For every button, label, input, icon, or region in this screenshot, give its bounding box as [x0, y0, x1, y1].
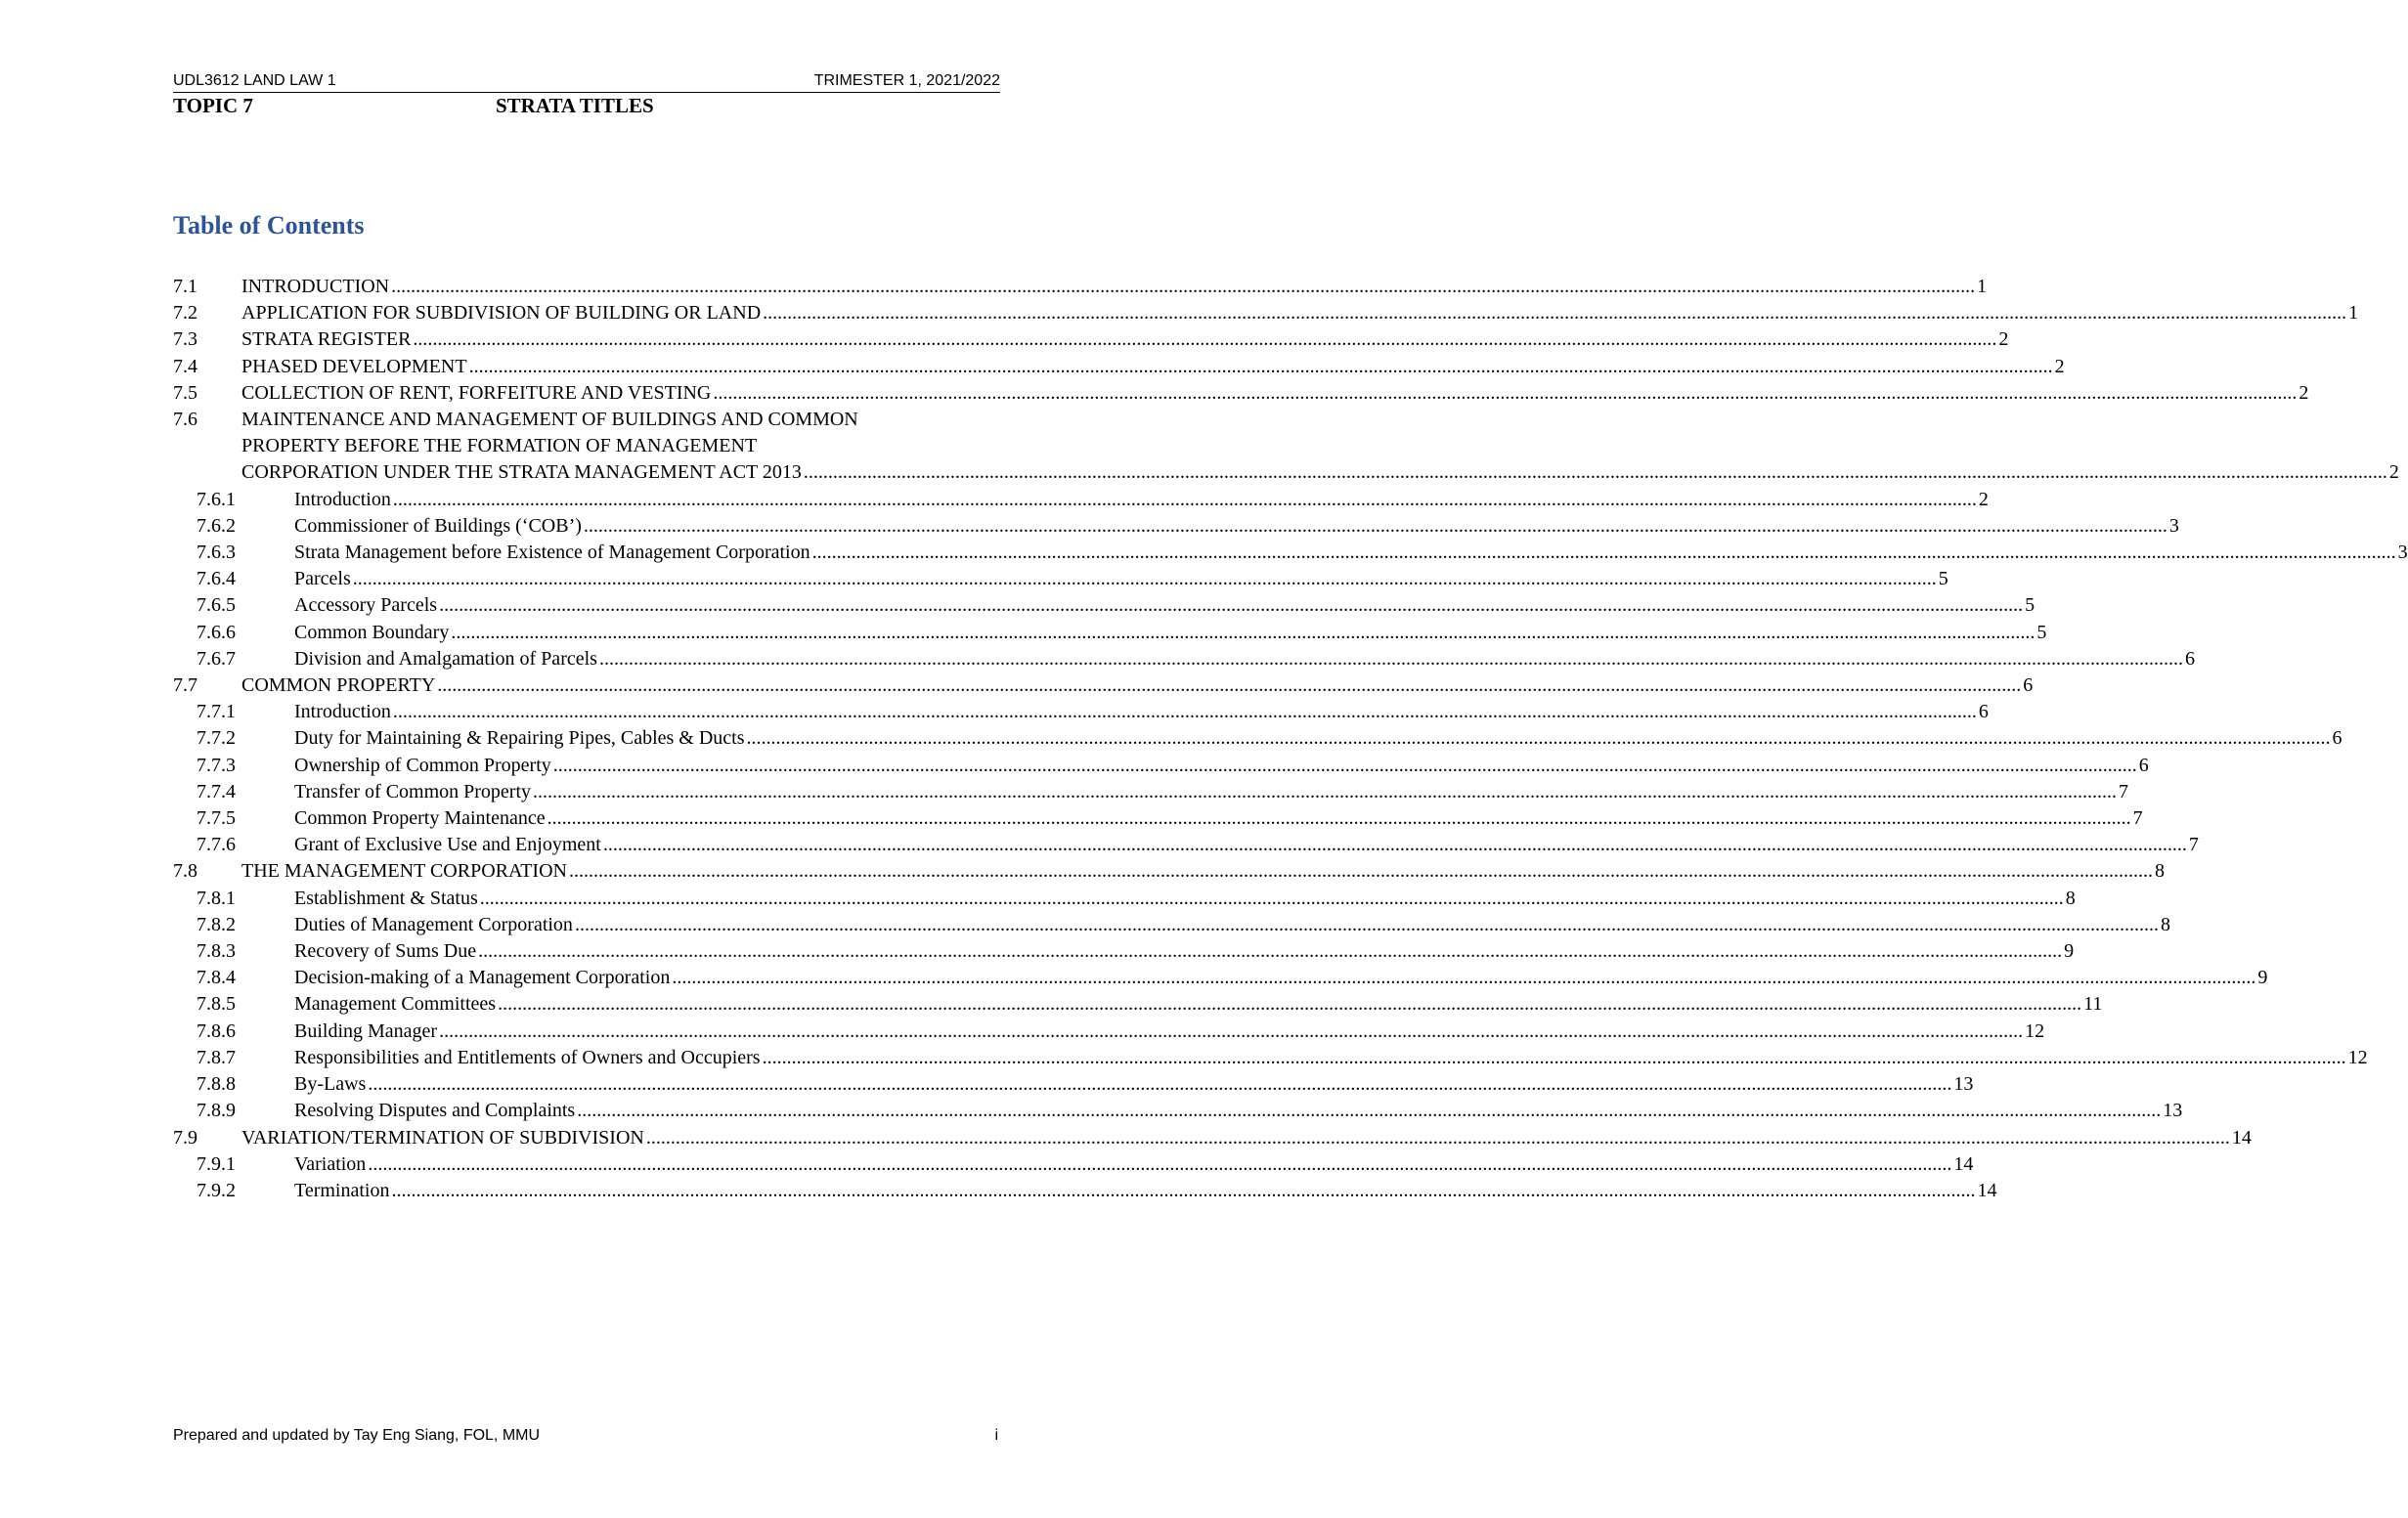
- author-credit: Prepared and updated by Tay Eng Siang, FOL, MMU: [173, 1427, 541, 1444]
- toc-entry[interactable]: [173, 832, 2199, 858]
- toc-entry-title: Grant of Exclusive Use and Enjoyment: [294, 834, 601, 856]
- dot-leader: [804, 459, 2387, 486]
- toc-entry-page: 9: [2257, 967, 2268, 989]
- course-code: UDL3612 LAND LAW 1: [173, 72, 336, 89]
- toc-entry-number: 7.1: [173, 276, 197, 297]
- dot-leader: [747, 725, 2331, 752]
- toc-entry[interactable]: [173, 779, 2129, 805]
- toc-entry[interactable]: [173, 646, 2195, 672]
- toc-entry-title-line-1: MAINTENANCE AND MANAGEMENT OF BUILDINGS AND COMMON: [241, 409, 858, 431]
- dot-leader: [575, 912, 2159, 938]
- toc-entry[interactable]: [173, 407, 2399, 487]
- dot-leader: [763, 1045, 2346, 1071]
- dot-leader: [577, 1098, 2161, 1124]
- toc-entry-title: Duty for Maintaining & Repairing Pipes, Cables & Ducts: [294, 727, 745, 750]
- toc-entry-title: Introduction: [294, 488, 391, 510]
- toc-entry-page: 1: [2348, 302, 2359, 325]
- dot-leader: [439, 1019, 2023, 1045]
- toc-entry-title: Common Property Maintenance: [294, 807, 546, 830]
- dot-leader: [480, 886, 2064, 912]
- toc-entry-page: 7: [2119, 780, 2129, 802]
- toc-entry[interactable]: [173, 1178, 1997, 1204]
- toc-entry[interactable]: [173, 513, 2179, 540]
- toc-entry-title-line-3: CORPORATION UNDER THE STRATA MANAGEMENT ACT 2013: [241, 461, 802, 484]
- toc-entry-page: 11: [2083, 993, 2103, 1016]
- toc-entry-page: 2: [1978, 488, 1989, 510]
- toc-entry[interactable]: [173, 912, 2170, 938]
- dot-leader: [478, 938, 2062, 965]
- toc-entry[interactable]: [173, 1019, 2045, 1045]
- toc-entry-title: INTRODUCTION: [241, 276, 390, 297]
- toc-entry-title: Strata Management before Existence of Management Corporation: [294, 542, 810, 564]
- toc-entry-number: 7.3: [173, 328, 197, 351]
- toc-entry-title: Responsibilities and Entitlements of Owners and Occupiers: [294, 1046, 761, 1068]
- dot-leader: [498, 991, 2081, 1018]
- toc-entry-page: 3: [2397, 542, 2408, 564]
- toc-entry-number: 7.8.8: [197, 1073, 236, 1096]
- toc-entry[interactable]: [173, 886, 2076, 912]
- toc-entry-title: Management Committees: [294, 993, 497, 1016]
- toc-entry-title: Introduction: [294, 701, 391, 723]
- toc-entry-page: 7: [2132, 807, 2143, 830]
- toc-entry-number: 7.8.4: [197, 967, 236, 989]
- topic-label: TOPIC 7: [173, 94, 253, 117]
- toc-entry[interactable]: [173, 354, 2065, 380]
- toc-entry-number: 7.7.6: [197, 834, 236, 856]
- toc-entry[interactable]: [173, 965, 2268, 991]
- toc-entry-title: APPLICATION FOR SUBDIVISION OF BUILDING OR LAND: [241, 302, 762, 325]
- toc-entry-page: 5: [1938, 568, 1948, 590]
- toc-entry-title: Building Manager: [294, 1019, 438, 1042]
- toc-entry[interactable]: [173, 487, 1989, 513]
- page-number: i: [994, 1427, 998, 1444]
- toc-entry-number: 7.7.3: [197, 754, 236, 776]
- toc-entry-title: STRATA REGISTER: [241, 328, 412, 351]
- dot-leader: [391, 1178, 1975, 1204]
- toc-entry-page: 9: [2064, 940, 2075, 963]
- toc-entry-page: 13: [2163, 1100, 2183, 1122]
- toc-entry-number: 7.6.6: [197, 621, 236, 643]
- toc-entry-page: 8: [2154, 860, 2165, 883]
- toc-entry-title: Duties of Management Corporation: [294, 913, 573, 935]
- toc-entry-number: 7.6.1: [197, 488, 236, 510]
- toc-entry-title-line-2: PROPERTY BEFORE THE FORMATION OF MANAGEMENT: [241, 435, 758, 457]
- toc-entry[interactable]: [173, 805, 2143, 832]
- toc-entry[interactable]: [173, 540, 2408, 566]
- dot-leader: [763, 300, 2346, 326]
- toc-entry-number: 7.7: [173, 674, 197, 697]
- toc-entry-page: 6: [2184, 647, 2195, 670]
- toc-entry-number: 7.8.1: [197, 887, 236, 909]
- toc-entry-title: Ownership of Common Property: [294, 754, 551, 776]
- toc-entry-number: 7.9.2: [197, 1179, 236, 1201]
- toc-entry-title: Establishment & Status: [294, 887, 478, 909]
- toc-entry-title: Variation: [294, 1152, 367, 1175]
- toc-entry-title: Transfer of Common Property: [294, 780, 532, 802]
- toc-entry-number: 7.2: [173, 302, 197, 325]
- topic-title: STRATA TITLES: [496, 94, 654, 117]
- toc-entry-title: COLLECTION OF RENT, FORFEITURE AND VESTING: [241, 381, 712, 404]
- toc-entry-number: 7.6: [173, 409, 197, 431]
- toc-entry[interactable]: [173, 274, 1988, 300]
- toc-entry-title: Division and Amalgamation of Parcels: [294, 647, 597, 670]
- toc-entry[interactable]: [173, 938, 2075, 965]
- trimester-label: TRIMESTER 1, 2021/2022: [813, 72, 1000, 89]
- toc-entry[interactable]: [173, 753, 2149, 779]
- toc-entry-page: 3: [2168, 514, 2179, 537]
- toc-entry-title: By-Laws: [294, 1073, 367, 1096]
- toc-entry[interactable]: [173, 380, 2309, 407]
- dot-leader: [368, 1071, 1951, 1098]
- toc-entry-page: 8: [2160, 913, 2170, 935]
- table-of-contents: [173, 274, 2408, 1204]
- toc-entry[interactable]: [173, 858, 2165, 885]
- dot-leader: [353, 566, 1937, 592]
- toc-entry-title: Recovery of Sums Due: [294, 940, 477, 963]
- toc-entry-title: Commissioner of Buildings (‘COB’): [294, 514, 582, 537]
- toc-entry-number: 7.6.7: [197, 647, 236, 670]
- toc-entry-page: 2: [2299, 381, 2309, 404]
- dot-leader: [553, 753, 2137, 779]
- toc-entry-number: 7.8.6: [197, 1019, 236, 1042]
- dot-leader: [599, 646, 2183, 672]
- dot-leader: [393, 699, 1977, 725]
- toc-entry-number: 7.6.3: [197, 542, 236, 564]
- toc-entry-title: Parcels: [294, 568, 351, 590]
- toc-entry-page: 14: [2231, 1126, 2252, 1149]
- toc-entry-number: 7.8: [173, 860, 197, 883]
- toc-entry-title: THE MANAGEMENT CORPORATION: [241, 860, 567, 883]
- toc-entry-number: 7.7.5: [197, 807, 236, 830]
- toc-entry-title: Resolving Disputes and Complaints: [294, 1100, 576, 1122]
- toc-entry-page: 2: [2388, 461, 2399, 484]
- dot-leader: [368, 1151, 1951, 1178]
- toc-entry[interactable]: [173, 1125, 2252, 1151]
- toc-entry-page: 2: [1998, 328, 2009, 351]
- toc-entry-number: 7.4: [173, 355, 197, 377]
- toc-entry-number: 7.9.1: [197, 1152, 236, 1175]
- dot-leader: [451, 620, 2035, 646]
- toc-entry-number: 7.7.2: [197, 727, 236, 750]
- toc-entry-page: 5: [2025, 594, 2036, 617]
- toc-entry-page: 8: [2065, 887, 2076, 909]
- toc-entry-page: 5: [2036, 621, 2047, 643]
- toc-entry-page: 6: [1978, 701, 1989, 723]
- toc-entry[interactable]: [173, 991, 2103, 1018]
- toc-entry[interactable]: [173, 1045, 2368, 1071]
- dot-leader: [533, 779, 2117, 805]
- toc-entry[interactable]: [173, 1071, 1974, 1098]
- toc-entry-number: 7.6.4: [197, 568, 236, 590]
- toc-entry-number: 7.8.7: [197, 1046, 236, 1068]
- dot-leader: [469, 354, 2053, 380]
- toc-entry[interactable]: [173, 1098, 2183, 1124]
- toc-entry-number: 7.8.3: [197, 940, 236, 963]
- toc-entry[interactable]: [173, 326, 2009, 353]
- toc-entry-page: 14: [1953, 1152, 1974, 1175]
- toc-entry-page: 6: [2332, 727, 2342, 750]
- toc-entry-number: 7.6.2: [197, 514, 236, 537]
- dot-leader: [812, 540, 2396, 566]
- toc-entry[interactable]: [173, 1151, 1974, 1178]
- dot-leader: [393, 487, 1977, 513]
- dot-leader: [584, 513, 2167, 540]
- toc-entry[interactable]: [173, 699, 1989, 725]
- toc-entry-page: 12: [2347, 1046, 2368, 1068]
- toc-entry-title: VARIATION/TERMINATION OF SUBDIVISION: [241, 1126, 644, 1149]
- toc-entry-page: 1: [1977, 276, 1988, 297]
- toc-entry-page: 6: [2138, 754, 2149, 776]
- toc-entry-number: 7.8.2: [197, 913, 236, 935]
- toc-entry-page: 2: [2054, 355, 2065, 377]
- page-header: [173, 70, 1000, 93]
- dot-leader: [569, 858, 2153, 885]
- toc-entry[interactable]: [173, 300, 2359, 326]
- toc-entry-number: 7.9: [173, 1126, 197, 1149]
- toc-entry-number: 7.5: [173, 381, 197, 404]
- toc-entry[interactable]: [173, 566, 1948, 592]
- toc-entry-title: Common Boundary: [294, 621, 450, 643]
- toc-entry-title: Termination: [294, 1179, 390, 1201]
- toc-entry-number: 7.6.5: [197, 594, 236, 617]
- dot-leader: [391, 274, 1975, 300]
- toc-entry-page: 13: [1953, 1073, 1974, 1096]
- toc-entry-page: 14: [1977, 1179, 1997, 1201]
- toc-entry[interactable]: [173, 620, 2047, 646]
- toc-entry-number: 7.8.9: [197, 1100, 236, 1122]
- toc-entry[interactable]: [173, 672, 2034, 699]
- toc-entry-page: 12: [2025, 1019, 2045, 1042]
- dot-leader: [713, 380, 2297, 407]
- toc-heading: Table of Contents: [173, 211, 365, 239]
- toc-entry[interactable]: [173, 725, 2342, 752]
- toc-entry-number: 7.7.4: [197, 780, 236, 802]
- toc-entry-title: Decision-making of a Management Corporation: [294, 967, 671, 989]
- dot-leader: [547, 805, 2131, 832]
- toc-entry-page: 6: [2023, 674, 2034, 697]
- dot-leader: [603, 832, 2187, 858]
- dot-leader: [672, 965, 2255, 991]
- toc-entry[interactable]: [173, 592, 2036, 619]
- dot-leader: [646, 1125, 2230, 1151]
- toc-entry-page: 7: [2188, 834, 2199, 856]
- toc-entry-title: Accessory Parcels: [294, 594, 438, 617]
- dot-leader: [437, 672, 2021, 699]
- toc-entry-number: 7.8.5: [197, 993, 236, 1016]
- dot-leader: [439, 592, 2023, 619]
- dot-leader: [413, 326, 1996, 353]
- toc-entry-title: COMMON PROPERTY: [241, 674, 436, 697]
- toc-entry-title: PHASED DEVELOPMENT: [241, 355, 467, 377]
- toc-entry-number: 7.7.1: [197, 701, 236, 723]
